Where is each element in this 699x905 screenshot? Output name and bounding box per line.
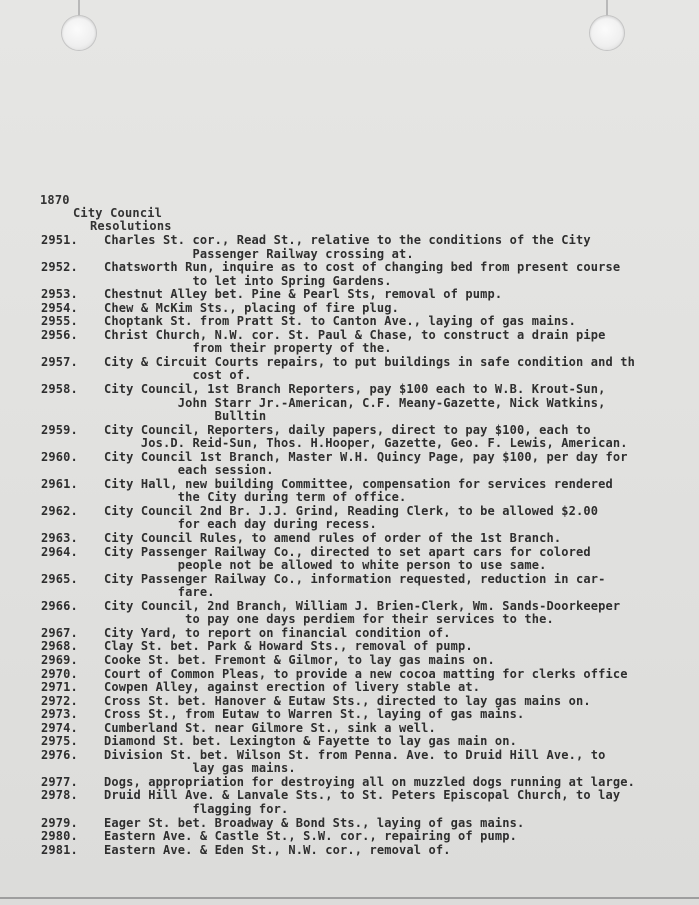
entry-text: Cowpen Alley, against erection of livery stable at. [104,681,481,695]
entry-number: 2965. [41,571,78,586]
entry-number: 2953. [41,287,78,302]
resolution-entry [0,776,699,790]
resolution-entry [0,735,699,749]
entry-text: Eastern Ave. & Castle St., S.W. cor., repairing of pump. [104,830,517,844]
entry-number: 2957. [41,354,78,369]
entry-text: Division St. bet. Wilson St. from Penna. Ave. to Druid Hill Ave., to lay gas mains. [104,748,606,776]
entry-number: 2962. [41,503,78,518]
resolution-entry [0,695,699,709]
entry-text: Chatsworth Run, inquire as to cost of changing bed from present course to let into Spring Gardens. [104,261,621,288]
resolution-entry [0,844,699,858]
resolution-entry [0,600,699,627]
resolution-entry [0,654,699,668]
punch-hole-right [590,16,624,50]
entry-text: City & Circuit Courts repairs, to put buildings in safe condition and th cost of. [104,355,635,383]
entry-number: 2968. [41,639,78,654]
entry-text: Charles St. cor., Read St., relative to the conditions of the City Passenger Railway crossing at. [104,234,591,261]
resolution-entry [0,546,699,573]
entry-text: Christ Church, N.W. cor. St. Paul & Chase, to construct a drain pipe from their property of the. [104,328,606,356]
resolution-entry [0,261,699,288]
entry-number: 2979. [41,815,78,830]
entry-text: Cross St., from Eutaw to Warren St., laying of gas mains. [104,708,525,722]
resolution-entry [0,288,699,302]
entry-text: City Council, Reporters, daily papers, direct to pay $100, each to Jos.D. Reid-Sun, Thos. H.Hooper, Gazette, Geo. F. Lewis, American. [104,423,628,451]
entry-text: Cross St. bet. Hanover & Eutaw Sts., directed to lay gas mains on. [104,694,591,708]
entry-number: 2974. [41,720,78,735]
entry-number: 2977. [41,774,78,789]
entry-number: 2961. [41,476,78,491]
entry-number: 2976. [41,747,78,762]
entry-text: Chew & McKim Sts., placing of fire plug. [104,301,399,315]
resolution-entry [0,329,699,356]
header-year: 1870 [40,193,70,207]
entry-text: Eastern Ave. & Eden St., N.W. cor., removal of. [104,843,451,857]
entry-text: City Hall, new building Committee, compensation for services rendered the City during term of office. [104,477,613,505]
entry-number: 2973. [41,707,78,722]
entry-number: 2964. [41,544,78,559]
entry-text: Eager St. bet. Broadway & Bond Sts., laying of gas mains. [104,816,525,830]
resolution-entry [0,505,699,532]
entry-number: 2955. [41,314,78,329]
resolution-entry [0,315,699,329]
entry-number: 2981. [41,842,78,857]
entry-text: Diamond St. bet. Lexington & Fayette to lay gas main on. [104,735,517,749]
entry-text: Clay St. bet. Park & Howard Sts., removal of pump. [104,640,473,654]
resolution-entry [0,708,699,722]
resolution-entry [0,451,699,478]
entry-text: Cooke St. bet. Fremont & Gilmor, to lay gas mains on. [104,653,495,667]
entry-text: City Council 2nd Br. J.J. Grind, Reading Clerk, to be allowed $2.00 for each day during recess. [104,504,599,532]
resolution-entry [0,356,699,383]
entry-number: 2975. [41,734,78,749]
entry-number: 2966. [41,598,78,613]
resolution-entry [0,627,699,641]
resolution-entry [0,789,699,816]
resolution-entry [0,573,699,600]
entry-number: 2969. [41,652,78,667]
resolution-list [0,234,699,857]
entry-number: 2959. [41,422,78,437]
resolution-entry [0,830,699,844]
resolution-entry [0,383,699,424]
resolution-entry [0,302,699,316]
entry-number: 2952. [41,260,78,275]
header-section: City Council [73,206,163,220]
resolution-entry [0,234,699,261]
resolution-entry [0,640,699,654]
entry-text: Druid Hill Ave. & Lanvale Sts., to St. Peters Episcopal Church, to lay flagging for. [104,789,621,816]
resolution-entry [0,532,699,546]
entry-number: 2971. [41,680,78,695]
resolution-entry [0,478,699,505]
entry-text: City Council, 2nd Branch, William J. Brien-Clerk, Wm. Sands-Doorkeeper to pay one days perdiem for their services to the. [104,599,621,627]
entry-number: 2972. [41,693,78,708]
entry-text: City Council Rules, to amend rules of order of the 1st Branch. [104,532,562,546]
resolution-entry [0,681,699,695]
punch-hole-left [62,16,96,50]
entry-number: 2967. [41,625,78,640]
entry-text: Chestnut Alley bet. Pine & Pearl Sts, removal of pump. [104,288,503,302]
resolution-entry [0,722,699,736]
entry-text: City Council 1st Branch, Master W.H. Quincy Page, pay $100, per day for each session. [104,450,628,478]
entry-text: Cumberland St. near Gilmore St., sink a well. [104,721,436,735]
entry-text: Dogs, appropriation for destroying all on muzzled dogs running at large. [104,775,635,789]
resolution-entry [0,424,699,451]
entry-text: City Council, 1st Branch Reporters, pay $100 each to W.B. Krout-Sun, John Starr Jr.-American, C.F. Meany-Gazette, Nick Watkins, Bulltin [104,383,606,424]
entry-text: City Yard, to report on financial condition of. [104,626,451,640]
entry-number: 2980. [41,829,78,844]
resolution-entry [0,749,699,776]
entry-number: 2978. [41,788,78,803]
entry-number: 2970. [41,666,78,681]
entry-text: Choptank St. from Pratt St. to Canton Ave., laying of gas mains. [104,315,576,329]
resolution-entry [0,817,699,831]
entry-number: 2958. [41,382,78,397]
resolution-entry [0,668,699,682]
entry-number: 2956. [41,327,78,342]
entry-number: 2951. [41,233,78,247]
entry-number: 2963. [41,531,78,546]
header-subsection: Resolutions [90,219,172,233]
entry-text: City Passenger Railway Co., information requested, reduction in car- fare. [104,572,606,600]
entry-number: 2960. [41,449,78,464]
entry-number: 2954. [41,300,78,315]
entry-text: City Passenger Railway Co., directed to set apart cars for colored people not be allowed to white person to use same. [104,545,591,573]
entry-text: Court of Common Pleas, to provide a new cocoa matting for clerks office [104,667,628,681]
page-bottom-edge [0,897,699,899]
